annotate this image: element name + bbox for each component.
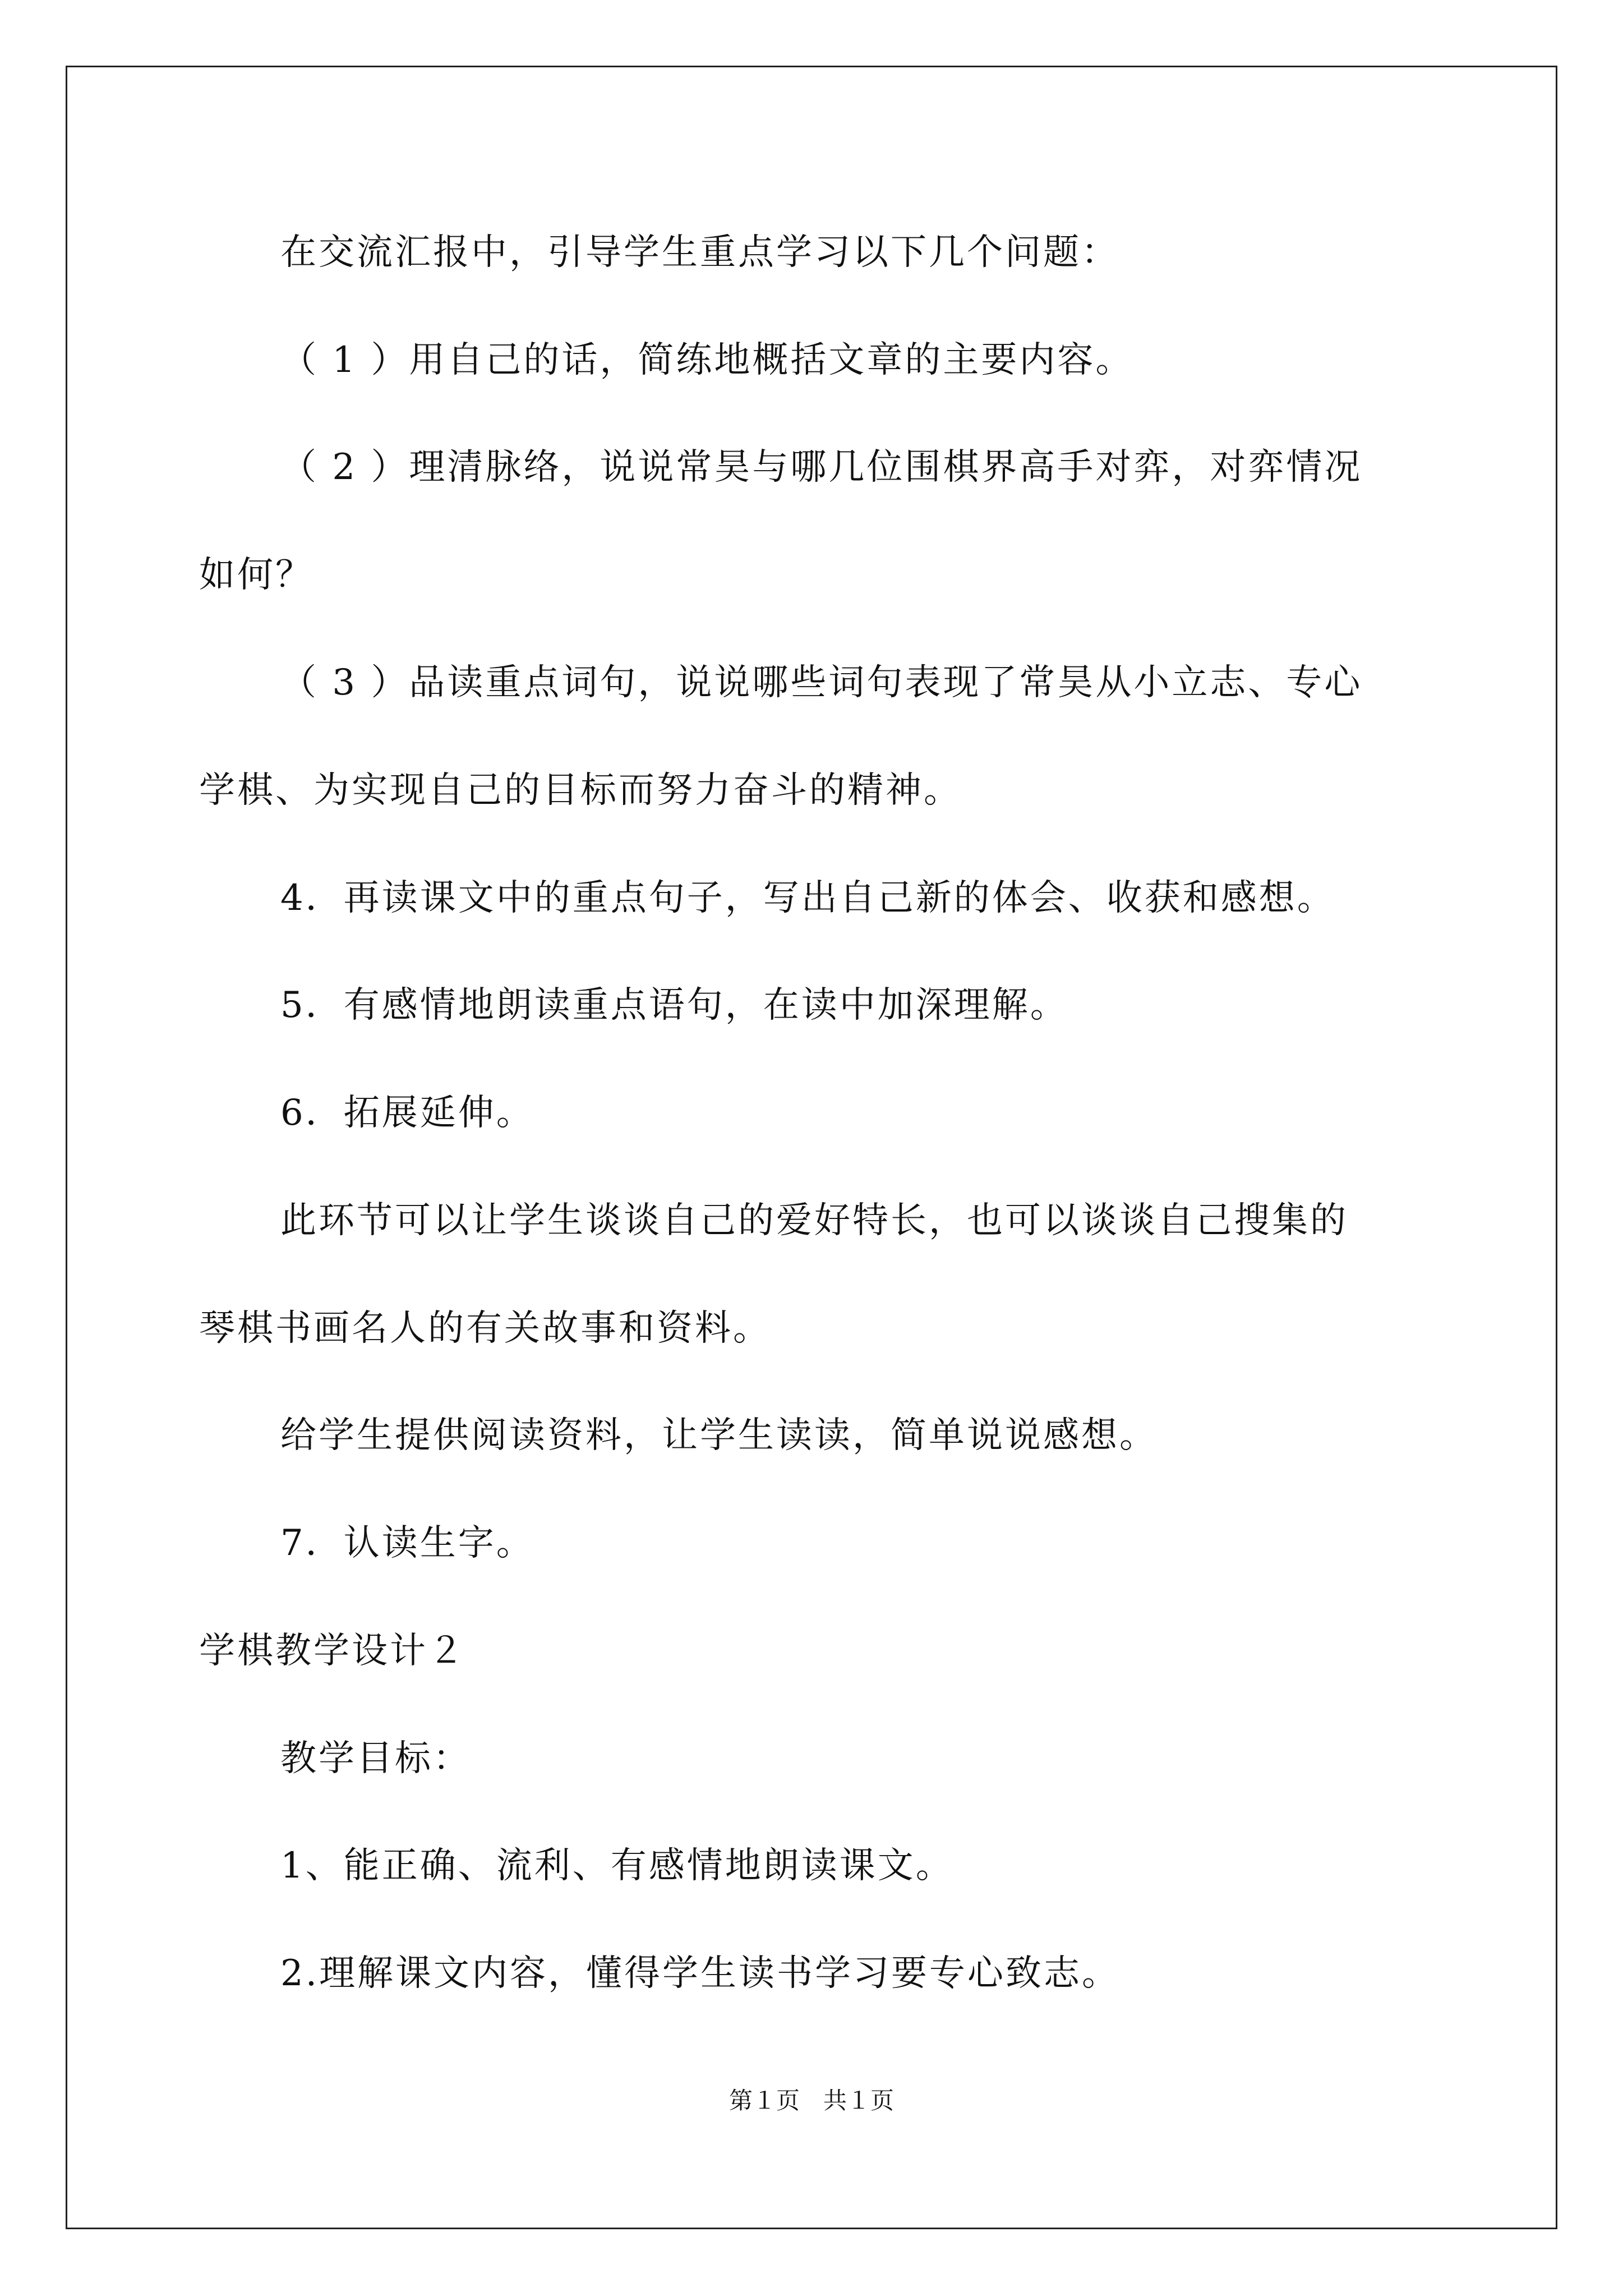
- paragraph-line: 6．拓展延伸。: [280, 1092, 534, 1134]
- paragraph-line: 如何？: [199, 554, 313, 596]
- paragraph-line: 4．再读课文中的重点句子，写出自己新的体会、收获和感想。: [280, 877, 1335, 919]
- paragraph-line: 此环节可以让学生谈谈自己的爱好特长，也可以谈谈自己搜集的: [280, 1200, 1348, 1241]
- paragraph-line: 给学生提供阅读资料，让学生读读，简单说说感想。: [280, 1415, 1158, 1456]
- page-footer: 第１页 共１页: [728, 2087, 894, 2114]
- paragraph-line: （ 2 ）理清脉络，说说常昊与哪几位围棋界高手对弈，对弈情况: [280, 447, 1363, 488]
- paragraph-line: 学棋、为实现自己的目标而努力奋斗的精神。: [199, 770, 962, 811]
- paragraph-line: 琴棋书画名人的有关故事和资料。: [199, 1308, 771, 1349]
- section-title: 学棋教学设计２: [199, 1630, 466, 1672]
- paragraph-line: 教学目标：: [280, 1738, 471, 1779]
- paragraph-line: （ 1 ）用自己的话，简练地概括文章的主要内容。: [280, 339, 1134, 381]
- paragraph-line: 在交流汇报中，引导学生重点学习以下几个问题：: [280, 232, 1119, 273]
- paragraph-line: 2.理解课文内容，懂得学生读书学习要专心致志。: [280, 1953, 1121, 1994]
- page-border: [66, 66, 1557, 2229]
- paragraph-line: 1、能正确、流利、有感情地朗读课文。: [280, 1845, 954, 1887]
- paragraph-line: 5．有感情地朗读重点语句，在读中加深理解。: [280, 984, 1068, 1026]
- paragraph-line: （ 3 ）品读重点词句，说说哪些词句表现了常昊从小立志、专心: [280, 662, 1363, 703]
- paragraph-line: 7．认读生字。: [280, 1522, 534, 1564]
